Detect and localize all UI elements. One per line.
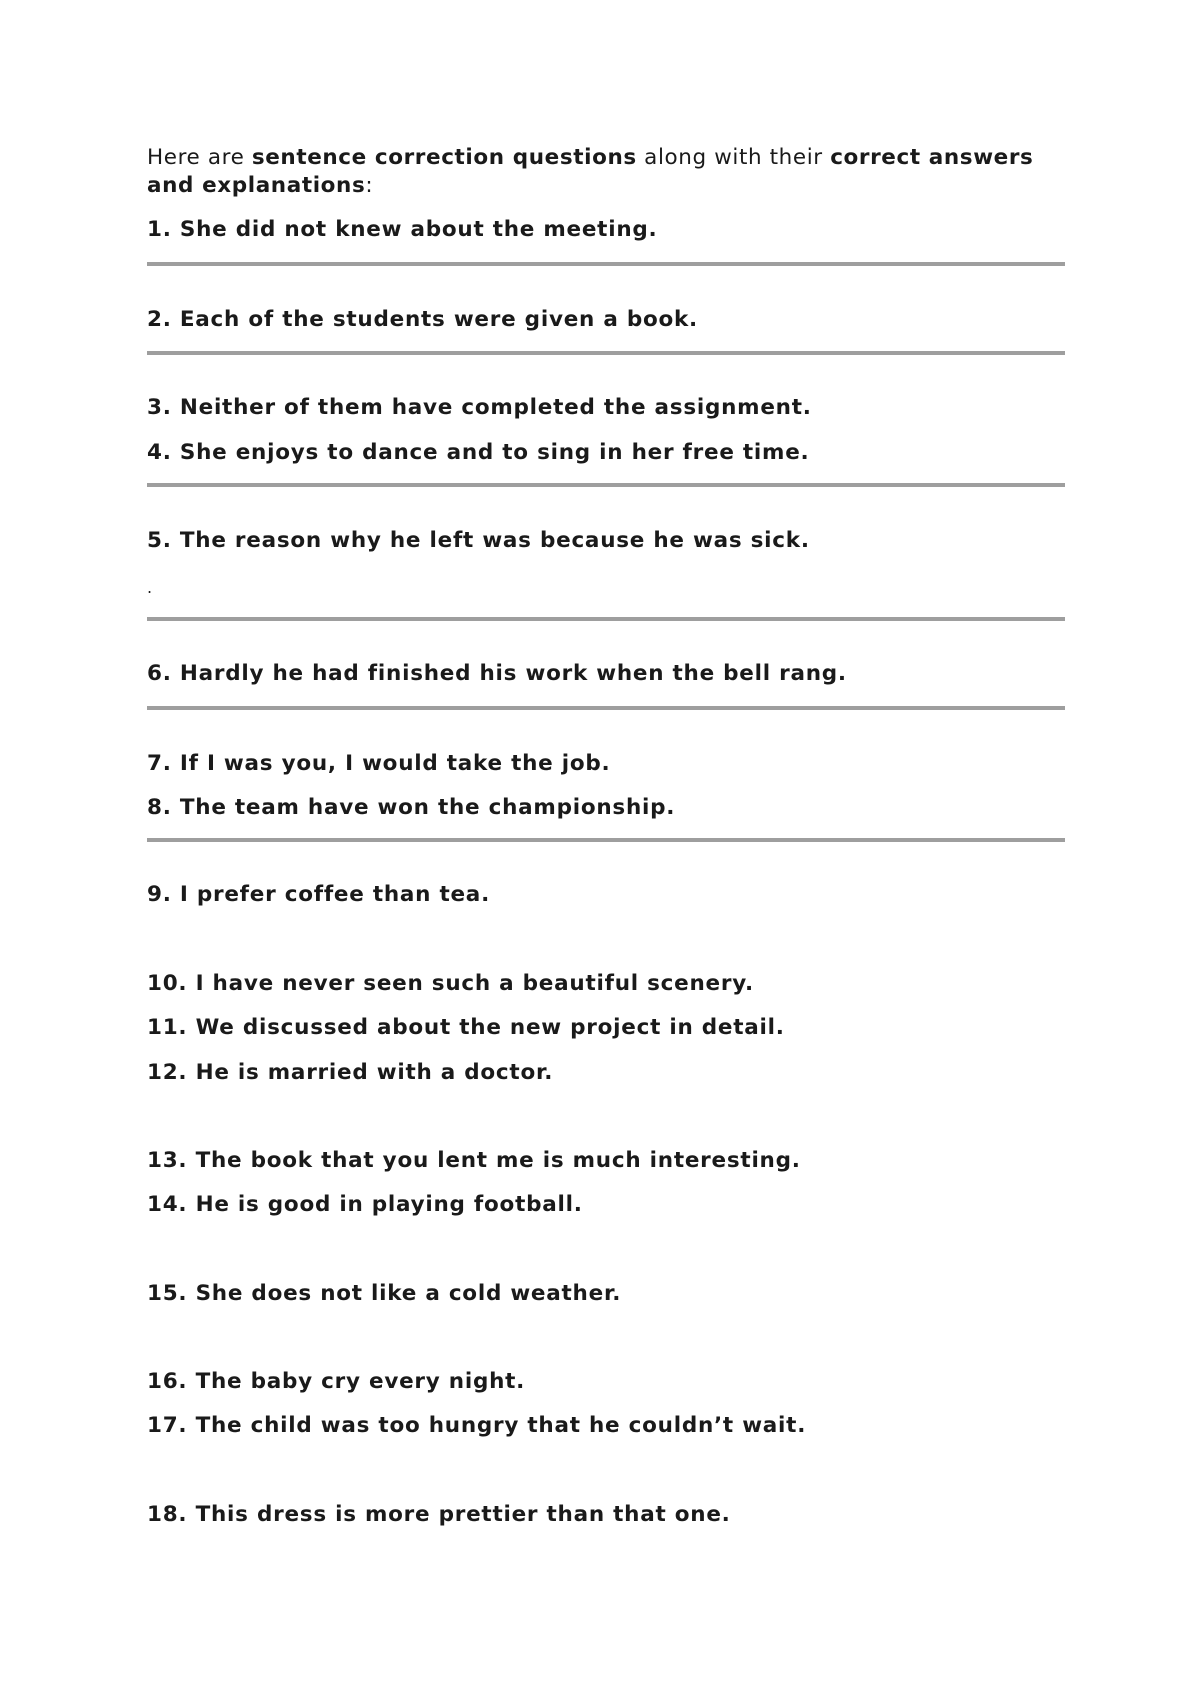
question-9: 9. I prefer coffee than tea. xyxy=(147,882,490,907)
intro-text-1: Here are xyxy=(147,145,252,170)
question-6: 6. Hardly he had finished his work when the bell rang. xyxy=(147,661,847,686)
intro-bold-3: and explanations xyxy=(147,173,366,198)
question-10: 10. I have never seen such a beautiful scenery. xyxy=(147,971,754,996)
question-14: 14. He is good in playing football. xyxy=(147,1192,583,1217)
stray-dot: . xyxy=(147,578,153,597)
divider-rule xyxy=(147,483,1065,487)
question-15: 15. She does not like a cold weather. xyxy=(147,1281,622,1306)
question-5: 5. The reason why he left was because he was sick. xyxy=(147,528,810,553)
question-7: 7. If I was you, I would take the job. xyxy=(147,751,611,776)
intro-paragraph xyxy=(147,144,1067,200)
question-13: 13. The book that you lent me is much interesting. xyxy=(147,1148,801,1173)
divider-rule xyxy=(147,351,1065,355)
divider-rule xyxy=(147,617,1065,621)
question-17: 17. The child was too hungry that he couldn’t wait. xyxy=(147,1413,807,1438)
intro-text-4: : xyxy=(365,173,374,198)
question-2: 2. Each of the students were given a book. xyxy=(147,307,698,332)
intro-text-2: along with their xyxy=(636,145,831,170)
question-3: 3. Neither of them have completed the assignment. xyxy=(147,395,812,420)
question-12: 12. He is married with a doctor. xyxy=(147,1060,554,1085)
question-1: 1. She did not knew about the meeting. xyxy=(147,217,658,242)
divider-rule xyxy=(147,262,1065,266)
question-4: 4. She enjoys to dance and to sing in her free time. xyxy=(147,440,810,465)
question-11: 11. We discussed about the new project in detail. xyxy=(147,1015,785,1040)
question-8: 8. The team have won the championship. xyxy=(147,795,676,820)
divider-rule xyxy=(147,706,1065,710)
question-16: 16. The baby cry every night. xyxy=(147,1369,526,1394)
intro-bold-1: sentence correction questions xyxy=(251,145,637,170)
question-18: 18. This dress is more prettier than that one. xyxy=(147,1502,731,1527)
intro-bold-2: correct answers xyxy=(830,145,1034,170)
divider-rule xyxy=(147,838,1065,842)
